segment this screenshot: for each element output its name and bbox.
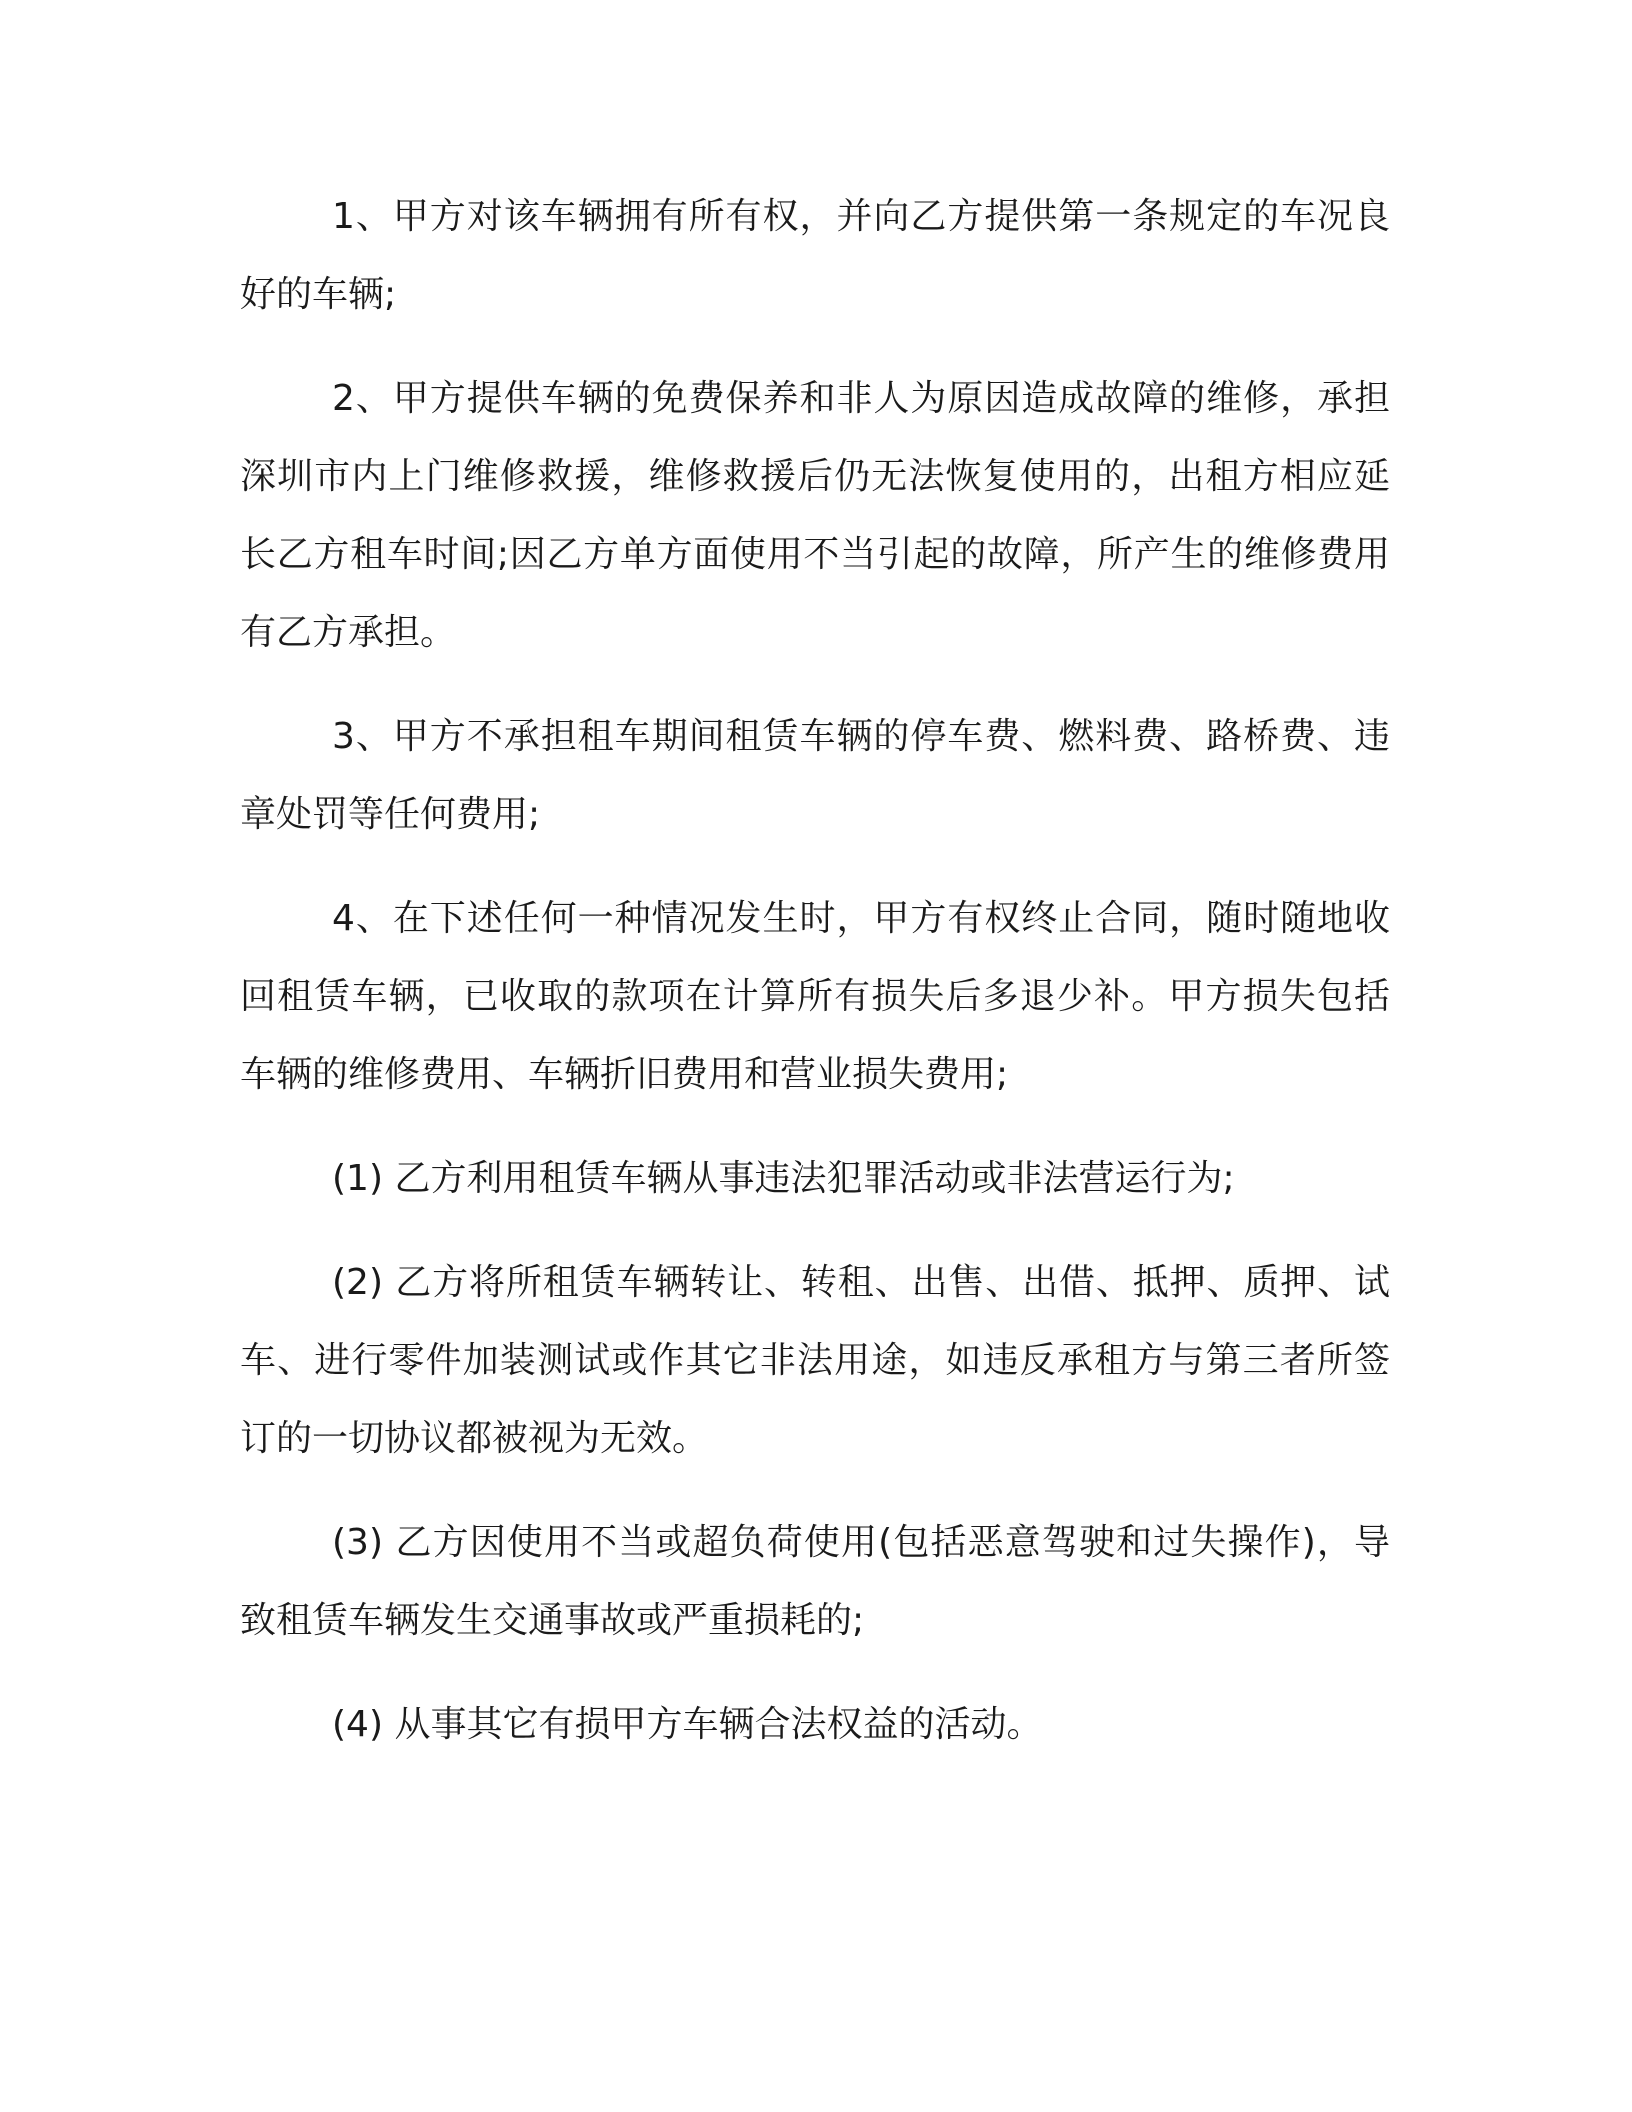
document-body bbox=[240, 178, 1390, 1790]
sub-item-4: (4) 从事其它有损甲方车辆合法权益的活动。 bbox=[332, 1704, 1043, 1745]
paragraph-3: 3、甲方不承担租车期间租赁车辆的停车费、燃料费、路桥费、违章处罚等任何费用; bbox=[240, 716, 1390, 835]
paragraph-1: 1、甲方对该车辆拥有所有权，并向乙方提供第一条规定的车况良好的车辆; bbox=[240, 196, 1390, 315]
sub-item-2: (2) 乙方将所租赁车辆转让、转租、出售、出借、抵押、质押、试车、进行零件加装测试或作其它非法用途，如违反承租方与第三者所签订的一切协议都被视为无效。 bbox=[240, 1262, 1390, 1459]
paragraph-2: 2、甲方提供车辆的免费保养和非人为原因造成故障的维修，承担深圳市内上门维修救援，维修救援后仍无法恢复使用的，出租方相应延长乙方租车时间;因乙方单方面使用不当引起的故障，所产生的维修费用有乙方承担。 bbox=[240, 378, 1390, 653]
sub-item-3: (3) 乙方因使用不当或超负荷使用(包括恶意驾驶和过失操作)，导致租赁车辆发生交通事故或严重损耗的; bbox=[240, 1522, 1390, 1641]
paragraph-4: 4、在下述任何一种情况发生时，甲方有权终止合同，随时随地收回租赁车辆，已收取的款项在计算所有损失后多退少补。甲方损失包括车辆的维修费用、车辆折旧费用和营业损失费用; bbox=[240, 898, 1390, 1095]
sub-item-1: (1) 乙方利用租赁车辆从事违法犯罪活动或非法营运行为; bbox=[332, 1158, 1235, 1199]
